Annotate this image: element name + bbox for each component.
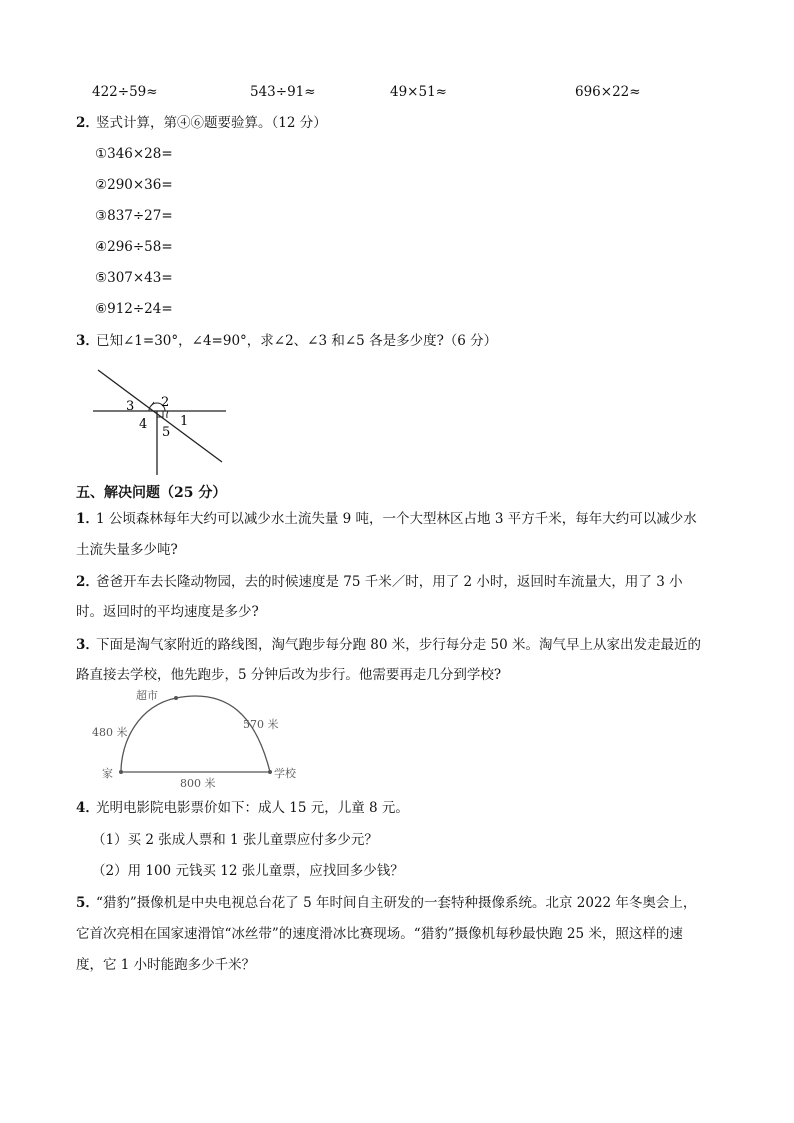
calc-item: ⑥912÷24= bbox=[95, 301, 173, 317]
question-text: 竖式计算，第④⑥题要验算。（12 分） bbox=[96, 115, 327, 131]
calc-item: ②290×36= bbox=[95, 177, 173, 193]
route-map bbox=[88, 686, 313, 790]
problem-number: 4． bbox=[76, 800, 99, 816]
problem-text: 爸爸开车去长隆动物园，去的时候速度是 75 千米／时，用了 2 小时，返回时车流量大，用了 3 小 bbox=[96, 574, 683, 590]
distance-label-800: 800 米 bbox=[180, 777, 216, 790]
estimate-2: 543÷91≈ bbox=[250, 84, 316, 100]
problem-text: 时。返回时的平均速度是多少? bbox=[76, 604, 259, 620]
problem-text: 1 公顷森林每年大约可以减少水土流失量 9 吨，一个大型林区占地 3 平方千米，每年大约可以减少水 bbox=[96, 511, 697, 527]
school-point bbox=[268, 770, 272, 774]
distance-label-570: 570 米 bbox=[243, 718, 279, 731]
problem-number: 2． bbox=[76, 574, 99, 590]
angle-label-2: 2 bbox=[161, 395, 170, 410]
diagonal-line bbox=[98, 370, 222, 462]
calc-item: ④296÷58= bbox=[95, 239, 173, 255]
sub-question-1: （1）买 2 张成人票和 1 张儿童票应付多少元？ bbox=[92, 832, 378, 848]
supermarket-label: 超市 bbox=[136, 689, 158, 702]
problem-number: 5． bbox=[76, 895, 99, 911]
question-text: 已知∠1=30°，∠4=90°，求∠2、∠3 和∠5 各是多少度?（6 分） bbox=[96, 333, 498, 349]
calc-item: ⑤307×43= bbox=[95, 270, 173, 286]
problem-text: 土流失量多少吨? bbox=[76, 542, 178, 558]
problem-number: 1． bbox=[76, 511, 99, 527]
supermarket-point bbox=[174, 696, 178, 700]
problem-text: 光明电影院电影票价如下：成人 15 元，儿童 8 元。 bbox=[96, 800, 409, 816]
section-title: 五、解决问题（25 分） bbox=[76, 485, 227, 501]
calc-item: ③837÷27= bbox=[95, 208, 173, 224]
problem-number: 3． bbox=[76, 637, 99, 653]
sub-question-2: （2）用 100 元钱买 12 张儿童票，应找回多少钱？ bbox=[92, 863, 404, 879]
route-home-to-supermarket bbox=[121, 698, 176, 772]
problem-text: 路直接去学校，他先跑步，5 分钟后改为步行。他需要再走几分到学校? bbox=[76, 667, 502, 683]
angle-label-3: 3 bbox=[126, 399, 135, 414]
distance-label-480: 480 米 bbox=[92, 726, 128, 739]
problem-text: 它首次亮相在国家速滑馆“冰丝带”的速度滑冰比赛现场。“猎豹”摄像机每秒最快跑 25 米，照这样的速 bbox=[76, 926, 683, 942]
angle-label-1: 1 bbox=[180, 414, 189, 429]
angle-arc bbox=[167, 411, 168, 418]
route-supermarket-to-school bbox=[176, 696, 270, 772]
angle-diagram bbox=[88, 362, 238, 477]
estimate-1: 422÷59≈ bbox=[92, 84, 158, 100]
question-number: 2． bbox=[76, 115, 99, 131]
school-label: 学校 bbox=[274, 767, 296, 780]
problem-text: 度，它 1 小时能跑多少千米？ bbox=[76, 957, 256, 973]
home-label: 家 bbox=[102, 767, 113, 780]
angle-label-4: 4 bbox=[139, 417, 148, 432]
estimate-3: 49×51≈ bbox=[390, 84, 447, 100]
problem-text: 下面是淘气家附近的路线图，淘气跑步每分跑 80 米，步行每分走 50 米。淘气早上从家出发走最近的 bbox=[96, 637, 702, 653]
calc-item: ①346×28= bbox=[95, 146, 173, 162]
home-point bbox=[119, 770, 123, 774]
estimate-4: 696×22≈ bbox=[575, 84, 641, 100]
question-number: 3． bbox=[76, 333, 99, 349]
angle-label-5: 5 bbox=[162, 425, 171, 440]
problem-text: “猎豹”摄像机是中央电视总台花了 5 年时间自主研发的一套特种摄像系统。北京 2022 年冬奥会上， bbox=[96, 895, 697, 911]
